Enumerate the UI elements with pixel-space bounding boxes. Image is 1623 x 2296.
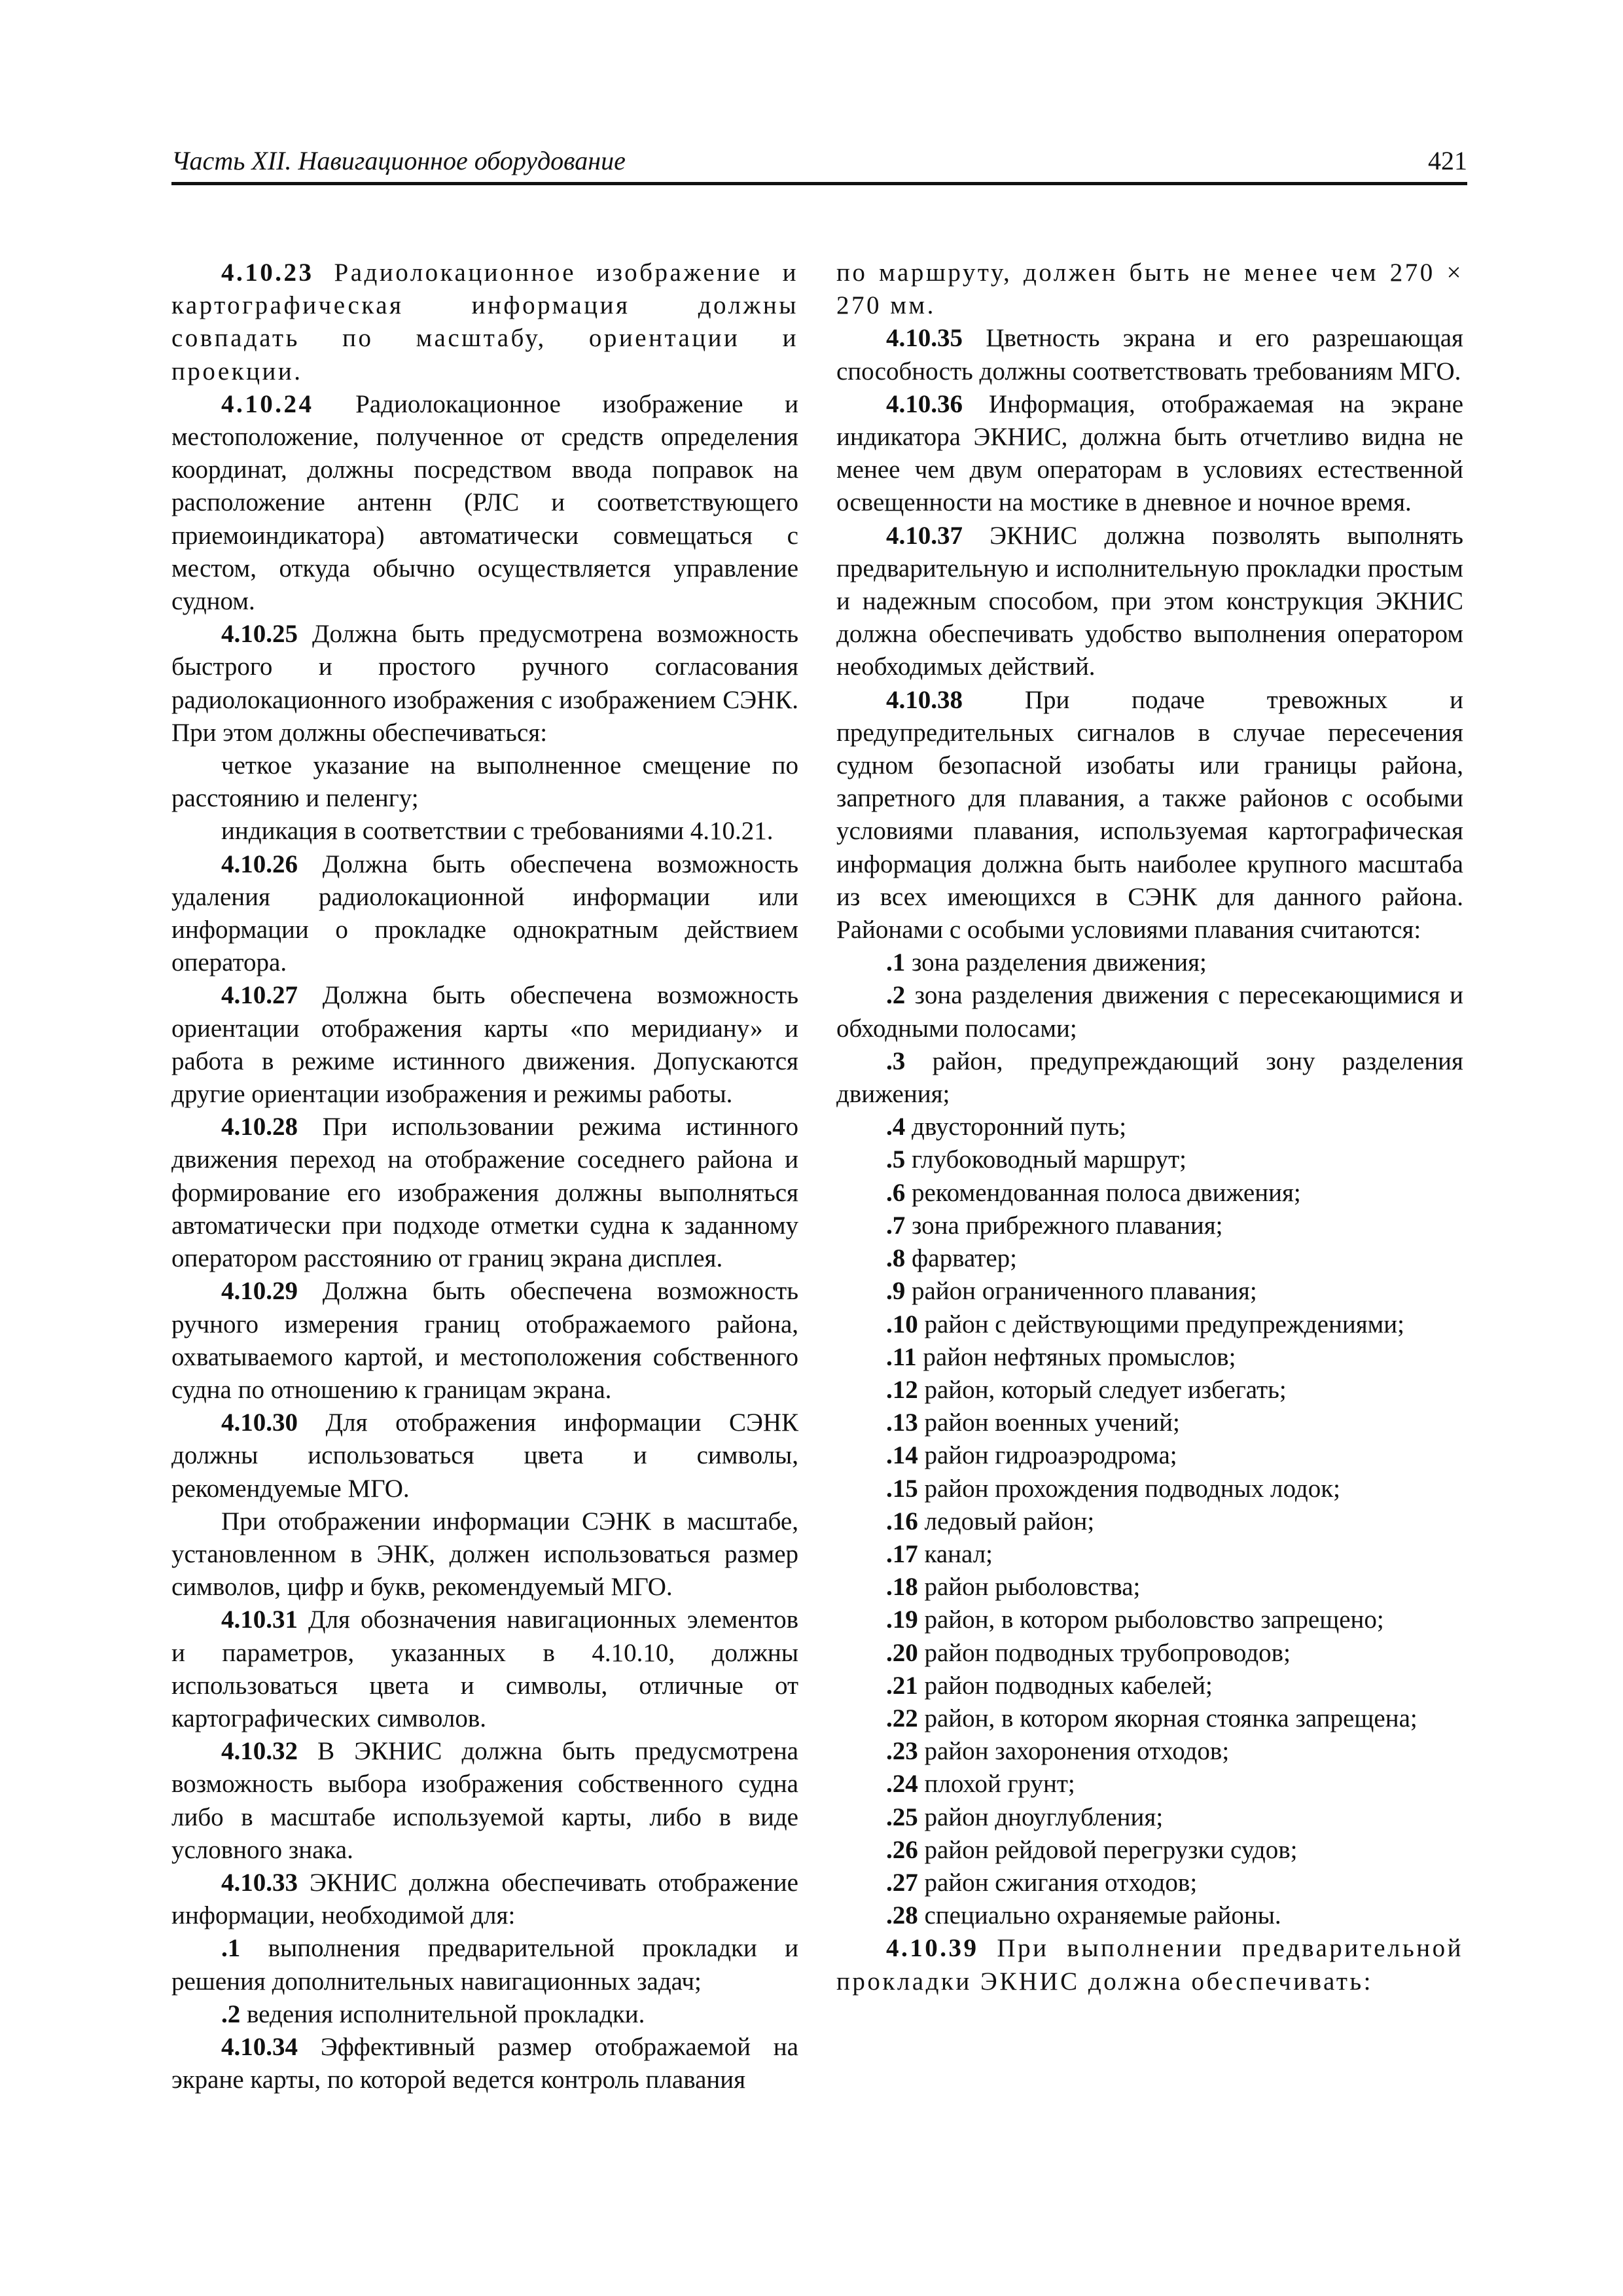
list-item	[836, 1735, 1463, 1768]
item-number: .13	[886, 1408, 918, 1437]
clause-number: 4.10.32	[221, 1737, 298, 1766]
item-number: .1	[221, 1934, 241, 1963]
list-item	[836, 1867, 1463, 1899]
clause-number: 4.10.36	[886, 389, 963, 418]
paragraph	[836, 1932, 1463, 1998]
item-text: район, который следует избегать;	[918, 1375, 1287, 1404]
clause-number: 4.10.38	[886, 685, 963, 714]
list-item	[836, 1670, 1463, 1702]
item-text: район, в котором рыболовство запрещено;	[918, 1605, 1384, 1634]
item-text: район сжигания отходов;	[918, 1868, 1198, 1897]
paragraph	[171, 2031, 798, 2096]
item-number: .14	[886, 1441, 918, 1470]
item-text: зона прибрежного плавания;	[905, 1211, 1223, 1240]
paragraph-text: Радиолокационное изображение и картографическая информация должны совпадать по масштабу, ориентации и проекции.	[171, 259, 798, 386]
clause-number: 4.10.31	[221, 1605, 298, 1634]
item-text: район рыболовства;	[918, 1573, 1141, 1602]
paragraph	[171, 1111, 798, 1275]
item-number: .3	[886, 1047, 906, 1075]
item-text: район с действующими предупреждениями;	[918, 1310, 1405, 1338]
item-text: район, в котором якорная стоянка запрещена;	[918, 1704, 1418, 1732]
paragraph	[171, 848, 798, 980]
paragraph	[836, 520, 1463, 684]
item-text: район ограниченного плавания;	[905, 1277, 1257, 1306]
clause-number: 4.10.23	[221, 259, 314, 287]
paragraph-text: Должна быть обеспечена возможность ориентации отображения карты «по меридиану» и работа в режиме истинного движения. Допускаются другие ориентации изображения и режимы работы.	[171, 981, 798, 1109]
paragraph	[171, 618, 798, 749]
item-text: плохой грунт;	[918, 1770, 1075, 1799]
paragraph-text: Для отображения информации СЭНК должны использоваться цвета и символы, рекомендуемые МГО.	[171, 1408, 798, 1503]
paragraph-text: четкое указание на выполненное смещение по расстоянию и пеленгу;	[171, 751, 798, 813]
item-number: .18	[886, 1573, 918, 1602]
item-text: район рейдовой перегрузки судов;	[918, 1835, 1298, 1864]
list-item	[836, 1702, 1463, 1735]
item-number: .23	[886, 1737, 918, 1766]
paragraph	[836, 388, 1463, 520]
item-number: .2	[886, 981, 906, 1010]
clause-number: 4.10.34	[221, 2032, 298, 2061]
list-item	[836, 1341, 1463, 1374]
item-number: .24	[886, 1770, 918, 1799]
list-item	[836, 1374, 1463, 1407]
list-item	[836, 1637, 1463, 1670]
list-item	[836, 979, 1463, 1045]
item-number: .25	[886, 1803, 918, 1831]
paragraph	[171, 815, 798, 848]
clause-number: 4.10.37	[886, 521, 963, 550]
list-item	[836, 1045, 1463, 1111]
list-item	[836, 1111, 1463, 1143]
item-number: .2	[221, 2000, 241, 2028]
list-item	[836, 1143, 1463, 1176]
page-number: 421	[1428, 146, 1467, 175]
item-text: район военных учений;	[918, 1408, 1180, 1437]
item-number: .16	[886, 1507, 918, 1535]
list-item	[836, 1210, 1463, 1242]
paragraph-text: Для обозначения навигационных элементов и параметров, указанных в 4.10.10, должны использоваться цвета и символы, отличные от картографических символов.	[171, 1605, 798, 1732]
item-number: .22	[886, 1704, 918, 1732]
paragraph-text: При выполнении предварительной прокладки ЭКНИС должна обеспечивать:	[836, 1934, 1463, 1996]
list-item	[836, 1538, 1463, 1571]
list-item	[836, 1439, 1463, 1472]
paragraph	[171, 979, 798, 1111]
paragraph-text: Должна быть предусмотрена возможность быстрого и простого ручного согласования радиолокационного изображения с изображением СЭНК. При этом должны обеспечиваться:	[171, 620, 798, 747]
clause-number: 4.10.24	[221, 389, 314, 418]
paragraph-text: индикация в соответствии с требованиями 4.10.21.	[221, 817, 774, 846]
paragraph	[171, 257, 798, 388]
list-item	[171, 1998, 798, 2031]
item-text: двусторонний путь;	[905, 1113, 1127, 1141]
item-number: .20	[886, 1638, 918, 1667]
item-number: .21	[886, 1671, 918, 1700]
item-text: ледовый район;	[918, 1507, 1095, 1535]
paragraph	[171, 1407, 798, 1505]
item-text: район нефтяных промыслов;	[916, 1342, 1236, 1371]
paragraph-text: При подаче тревожных и предупредительных сигналов в случае пересечения судном безопасной изобаты или границы района, запретного для плавания, а также районов с особыми условиями плавания, используемая картографическая информация должна быть наиболее крупного масштаба из всех имеющихся в СЭНК для данного района. Районами с особыми условиями плавания считаются:	[836, 685, 1463, 944]
paragraph-text: Должна быть обеспечена возможность удаления радиолокационной информации или информации о прокладке однократным действием оператора.	[171, 850, 798, 977]
item-number: .11	[886, 1342, 917, 1371]
list-item	[836, 946, 1463, 979]
paragraph	[171, 749, 798, 815]
list-item	[836, 1308, 1463, 1341]
item-number: .17	[886, 1539, 918, 1568]
paragraph-text: ЭКНИС должна позволять выполнять предварительную и исполнительную прокладки простым и надежным способом, при этом конструкция ЭКНИС должна обеспечивать удобство выполнения оператором необходимых действий.	[836, 521, 1463, 681]
item-number: .5	[886, 1145, 906, 1174]
paragraph	[171, 388, 798, 618]
paragraph	[171, 1867, 798, 1932]
item-text: выполнения предварительной прокладки и решения дополнительных навигационных задач;	[171, 1934, 798, 1996]
paragraph	[171, 1505, 798, 1604]
clause-number: 4.10.30	[221, 1408, 298, 1437]
clause-number: 4.10.29	[221, 1277, 298, 1306]
item-number: .8	[886, 1244, 906, 1273]
item-text: специально охраняемые районы.	[918, 1901, 1281, 1930]
list-item	[836, 1505, 1463, 1538]
header-title: Часть XII. Навигационное оборудование	[171, 146, 626, 175]
clause-number: 4.10.25	[221, 620, 298, 649]
clause-number: 4.10.27	[221, 981, 298, 1010]
right-column	[836, 257, 1463, 1998]
running-header	[171, 143, 1467, 185]
list-item	[836, 1899, 1463, 1932]
item-text: район, предупреждающий зону разделения движения;	[836, 1047, 1463, 1109]
item-text: район захоронения отходов;	[918, 1737, 1230, 1766]
item-text: канал;	[918, 1539, 993, 1568]
item-number: .7	[886, 1211, 906, 1240]
item-number: .28	[886, 1901, 918, 1930]
item-text: глубоководный маршрут;	[905, 1145, 1186, 1174]
list-item	[836, 1407, 1463, 1439]
item-number: .1	[886, 948, 906, 977]
item-text: район подводных трубопроводов;	[918, 1638, 1291, 1667]
list-item	[836, 1275, 1463, 1308]
list-item	[836, 1801, 1463, 1834]
paragraph-text: Цветность экрана и его разрешающая способность должны соответствовать требованиям МГО.	[836, 324, 1463, 386]
item-text: район прохождения подводных лодок;	[918, 1474, 1341, 1503]
item-text: район подводных кабелей;	[918, 1671, 1213, 1700]
item-number: .26	[886, 1835, 918, 1864]
paragraph-text: ЭКНИС должна обеспечивать отображение информации, необходимой для:	[171, 1868, 798, 1930]
item-number: .10	[886, 1310, 918, 1338]
list-item	[836, 1834, 1463, 1867]
paragraph-text: Радиолокационное изображение и местоположение, полученное от средств определения координат, должны посредством ввода поправок на расположение антенн (РЛС и соответствующего приемоиндикатора) автоматически совмещаться с местом, откуда обычно осуществляется управление судном.	[171, 389, 798, 616]
item-number: .27	[886, 1868, 918, 1897]
paragraph-text: Информация, отображаемая на экране индикатора ЭКНИС, должна быть отчетливо видна не менее чем двум операторам в условиях естественной освещенности на мостике в дневное и ночное время.	[836, 389, 1463, 517]
paragraph-text: При отображении информации СЭНК в масштабе, установленном в ЭНК, должен использоваться размер символов, цифр и букв, рекомендуемый МГО.	[171, 1507, 798, 1602]
item-text: зона разделения движения с пересекающимися и обходными полосами;	[836, 981, 1463, 1043]
item-text: зона разделения движения;	[905, 948, 1207, 977]
list-item	[836, 1177, 1463, 1210]
clause-number: 4.10.39	[886, 1934, 979, 1963]
clause-number: 4.10.26	[221, 850, 298, 878]
list-item	[171, 1932, 798, 1998]
paragraph	[171, 1275, 798, 1407]
item-number: .4	[886, 1113, 906, 1141]
item-text: фарватер;	[905, 1244, 1017, 1273]
paragraph-text: Должна быть обеспечена возможность ручного измерения границ отображаемого района, охватываемого картой, и местоположения собственного судна по отношению к границам экрана.	[171, 1277, 798, 1404]
item-number: .9	[886, 1277, 906, 1306]
continued-paragraph: по маршруту, должен быть не менее чем 270 × 270 мм.	[836, 259, 1463, 320]
paragraph-text: В ЭКНИС должна быть предусмотрена возможность выбора изображения собственного судна либо в масштабе используемой карты, либо в виде условного знака.	[171, 1737, 798, 1864]
item-text: рекомендованная полоса движения;	[905, 1178, 1301, 1207]
paragraph	[171, 1604, 798, 1735]
list-item	[836, 1242, 1463, 1275]
item-number: .6	[886, 1178, 906, 1207]
item-text: район дноуглубления;	[918, 1803, 1164, 1831]
paragraph	[836, 322, 1463, 387]
list-item	[836, 1571, 1463, 1604]
clause-number: 4.10.28	[221, 1113, 298, 1141]
left-column	[171, 257, 798, 2096]
item-number: .12	[886, 1375, 918, 1404]
item-number: .19	[886, 1605, 918, 1634]
item-text: район гидроаэродрома;	[918, 1441, 1177, 1470]
paragraph	[171, 1735, 798, 1867]
paragraph-text: При использовании режима истинного движения переход на отображение соседнего района и формирование его изображения должны выполняться автоматически при подходе отметки судна к заданному оператором расстоянию от границ экрана дисплея.	[171, 1113, 798, 1273]
paragraph	[836, 684, 1463, 947]
list-item	[836, 1604, 1463, 1636]
list-item	[836, 1473, 1463, 1505]
clause-number: 4.10.35	[886, 324, 963, 353]
list-item	[836, 1768, 1463, 1801]
item-text: ведения исполнительной прокладки.	[240, 2000, 645, 2028]
item-number: .15	[886, 1474, 918, 1503]
paragraph-text: Эффективный размер отображаемой на экране карты, по которой ведется контроль плавания	[171, 2032, 798, 2094]
clause-number: 4.10.33	[221, 1868, 298, 1897]
